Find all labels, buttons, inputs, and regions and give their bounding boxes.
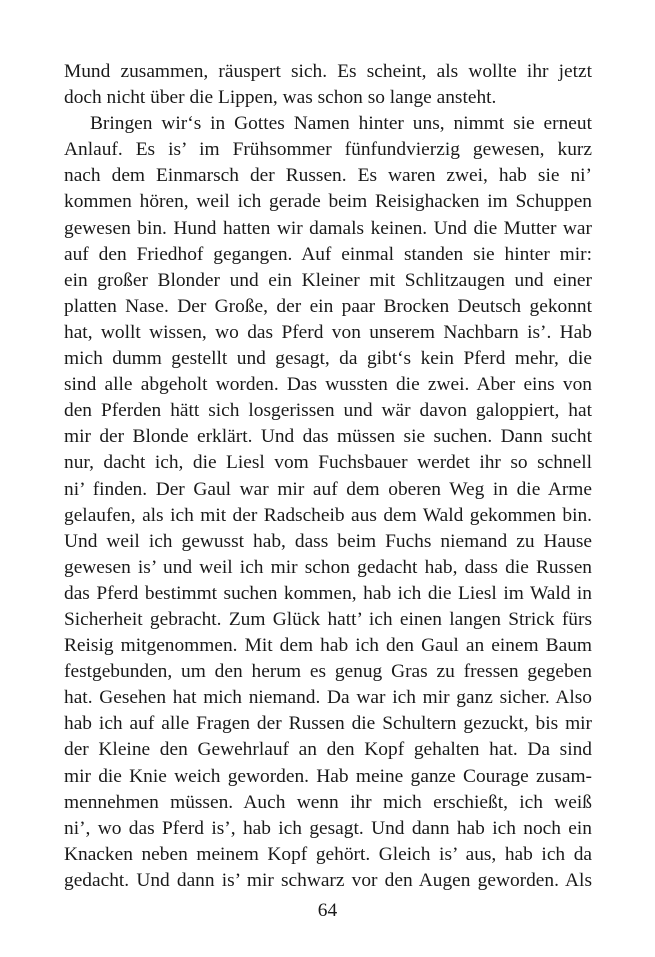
- text-line: gewesen is’ und weil ich mir schon gedacht hab, dass die Russen: [64, 556, 592, 578]
- page-number: 64: [317, 900, 338, 921]
- text-line: mir der Blonde erklärt. Und das müssen sie suchen. Dann sucht: [64, 426, 592, 448]
- text-line: kommen hören, weil ich gerade beim Reisighacken im Schuppen: [64, 191, 592, 213]
- body-text: [64, 59, 592, 894]
- text-line: Und weil ich gewusst hab, dass beim Fuchs niemand zu Hause: [64, 530, 592, 552]
- text-line: gewesen bin. Hund hatten wir damals keinen. Und die Mutter war: [64, 217, 592, 239]
- text-line: ni’ finden. Der Gaul war mir auf dem oberen Weg in die Arme: [64, 478, 592, 500]
- text-line: festgebunden, um den herum es genug Gras zu fressen gegeben: [64, 661, 592, 683]
- text-line: hat. Gesehen hat mich niemand. Da war ich mir ganz sicher. Also: [64, 687, 592, 709]
- text-line: hab ich auf alle Fragen der Russen die Schultern gezuckt, bis mir: [64, 713, 592, 735]
- text-line: nach dem Einmarsch der Russen. Es waren zwei, hab sie ni’: [64, 165, 592, 187]
- text-line: hat, wollt wissen, wo das Pferd von unserem Nachbarn is’. Hab: [64, 321, 592, 343]
- text-line: auf den Friedhof gegangen. Auf einmal standen sie hinter mir:: [64, 243, 592, 265]
- text-line: mir die Knie weich geworden. Hab meine ganze Courage zusam-: [64, 765, 592, 787]
- text-line: mich dumm gestellt und gesagt, da gibt‘s kein Pferd mehr, die: [64, 348, 592, 370]
- text-line: gedacht. Und dann is’ mir schwarz vor den Augen geworden. Als: [64, 869, 592, 891]
- text-line: das Pferd bestimmt suchen kommen, hab ich die Liesl im Wald in: [64, 582, 592, 604]
- text-line: Anlauf. Es is’ im Frühsommer fünfundvierzig gewesen, kurz: [64, 139, 592, 161]
- text-line: doch nicht über die Lippen, was schon so lange ansteht.: [64, 87, 497, 109]
- text-line: ni’, wo das Pferd is’, hab ich gesagt. Und dann hab ich noch ein: [64, 817, 592, 839]
- text-line: Mund zusammen, räuspert sich. Es scheint, als wollte ihr jetzt: [64, 61, 592, 82]
- text-line: den Pferden hätt sich losgerissen und wär davon galoppiert, hat: [64, 400, 592, 422]
- text-line: Knacken neben meinem Kopf gehört. Gleich is’ aus, hab ich da: [64, 843, 592, 865]
- text-line: Reisig mitgenommen. Mit dem hab ich den Gaul an einem Baum: [64, 635, 592, 657]
- text-line: mennehmen müssen. Auch wenn ihr mich erschießt, ich weiß: [64, 791, 592, 813]
- text-line: platten Nase. Der Große, der ein paar Brocken Deutsch gekonnt: [64, 295, 592, 317]
- text-line: Bringen wir‘s in Gottes Namen hinter uns, nimmt sie erneut: [90, 113, 592, 135]
- text-line: Sicherheit gebracht. Zum Glück hatt’ ich einen langen Strick fürs: [64, 608, 592, 630]
- text-line: nur, dacht ich, die Liesl vom Fuchsbauer werdet ihr so schnell: [64, 452, 592, 474]
- text-line: der Kleine den Gewehrlauf an den Kopf gehalten hat. Da sind: [64, 739, 592, 761]
- text-line: sind alle abgeholt worden. Das wussten die zwei. Aber eins von: [64, 374, 592, 396]
- text-line: gelaufen, als ich mit der Radscheib aus dem Wald gekommen bin.: [64, 504, 592, 526]
- text-line: ein großer Blonder und ein Kleiner mit Schlitzaugen und einer: [64, 269, 592, 291]
